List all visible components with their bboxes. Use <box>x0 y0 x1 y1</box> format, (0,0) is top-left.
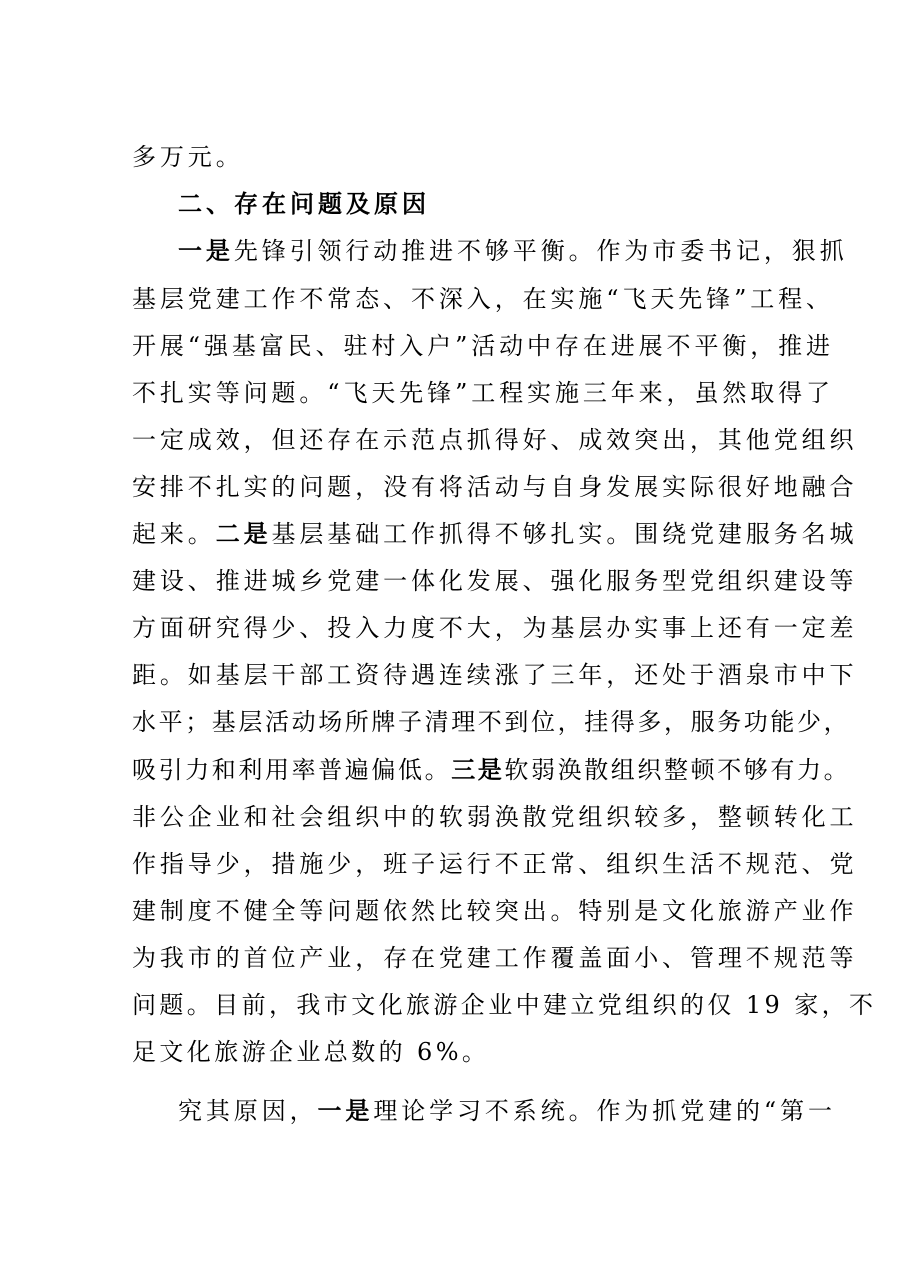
section-heading <box>178 190 430 220</box>
text-run: 建制度不健全等问题依然比较突出。特别是文化旅游产业作 <box>132 897 858 925</box>
bold-marker: 三是 <box>451 756 505 784</box>
text-line <box>132 426 857 456</box>
text-run: 究其原因， <box>178 1097 318 1125</box>
text-line <box>132 756 850 786</box>
text-line <box>132 473 857 503</box>
text-line <box>132 379 834 409</box>
heading-text: 二、存在问题及原因 <box>178 190 430 218</box>
text-line <box>132 661 857 691</box>
text-line <box>132 944 857 974</box>
bold-marker: 一是 <box>178 237 234 265</box>
text-line <box>132 1038 489 1068</box>
text-run: 方面研究得少、投入力度不大，为基层办实事上还有一定差 <box>132 614 858 642</box>
text-run: 软弱涣散组织整顿不够有力。 <box>504 756 851 784</box>
text-line <box>132 850 857 880</box>
text-run: 为我市的首位产业，存在党建工作覆盖面小、管理不规范等 <box>132 944 858 972</box>
text-run: 问题。目前，我市文化旅游企业中建立党组织的仅 19 家，不 <box>132 991 877 1019</box>
paragraph-first-line <box>178 1097 836 1127</box>
text-run: 基层党建工作不常态、不深入，在实施“飞天先锋”工程、 <box>132 285 834 313</box>
text-line <box>132 332 834 362</box>
bold-marker: 二是 <box>215 520 272 548</box>
text-run: 不扎实等问题。“飞天先锋”工程实施三年来，虽然取得了 <box>132 379 834 407</box>
text-run: 作指导少，措施少，班子运行不正常、组织生活不规范、党 <box>132 850 858 878</box>
text-run: 建设、推进城乡党建一体化发展、强化服务型党组织建设等 <box>132 567 858 595</box>
text-run: 安排不扎实的问题，没有将活动与自身发展实际很好地融合 <box>132 473 858 501</box>
text-run: 先锋引领行动推进不够平衡。作为市委书记，狠抓 <box>233 237 848 265</box>
text-run: 起来。 <box>132 520 216 548</box>
text-line <box>132 803 857 833</box>
text-line <box>132 567 857 597</box>
text-line <box>132 991 876 1021</box>
text-run: 吸引力和利用率普遍偏低。 <box>132 756 452 784</box>
text-run: 水平；基层活动场所牌子清理不到位，挂得多，服务功能少， <box>132 708 851 736</box>
text-line <box>132 143 244 173</box>
text-run: 基层基础工作抓得不够扎实。围绕党建服务名城 <box>271 520 858 548</box>
text-run: 多万元。 <box>132 143 244 171</box>
text-line <box>132 285 834 315</box>
text-line <box>132 708 850 738</box>
text-run: 非公企业和社会组织中的软弱涣散党组织较多，整顿转化工 <box>132 803 858 831</box>
paragraph-first-line <box>178 237 848 267</box>
text-line <box>132 897 857 927</box>
text-run: 开展“强基富民、驻村入户”活动中存在进展不平衡，推进 <box>132 332 834 360</box>
text-run: 足文化旅游企业总数的 6%。 <box>132 1038 490 1066</box>
text-run: 一定成效，但还存在示范点抓得好、成效突出，其他党组织 <box>132 426 858 454</box>
text-line <box>132 520 857 550</box>
text-run: 理论学习不系统。作为抓党建的“第一 <box>373 1097 836 1125</box>
text-line <box>132 614 857 644</box>
text-run: 距。如基层干部工资待遇连续涨了三年，还处于酒泉市中下 <box>132 661 858 689</box>
bold-marker: 一是 <box>317 1097 374 1125</box>
